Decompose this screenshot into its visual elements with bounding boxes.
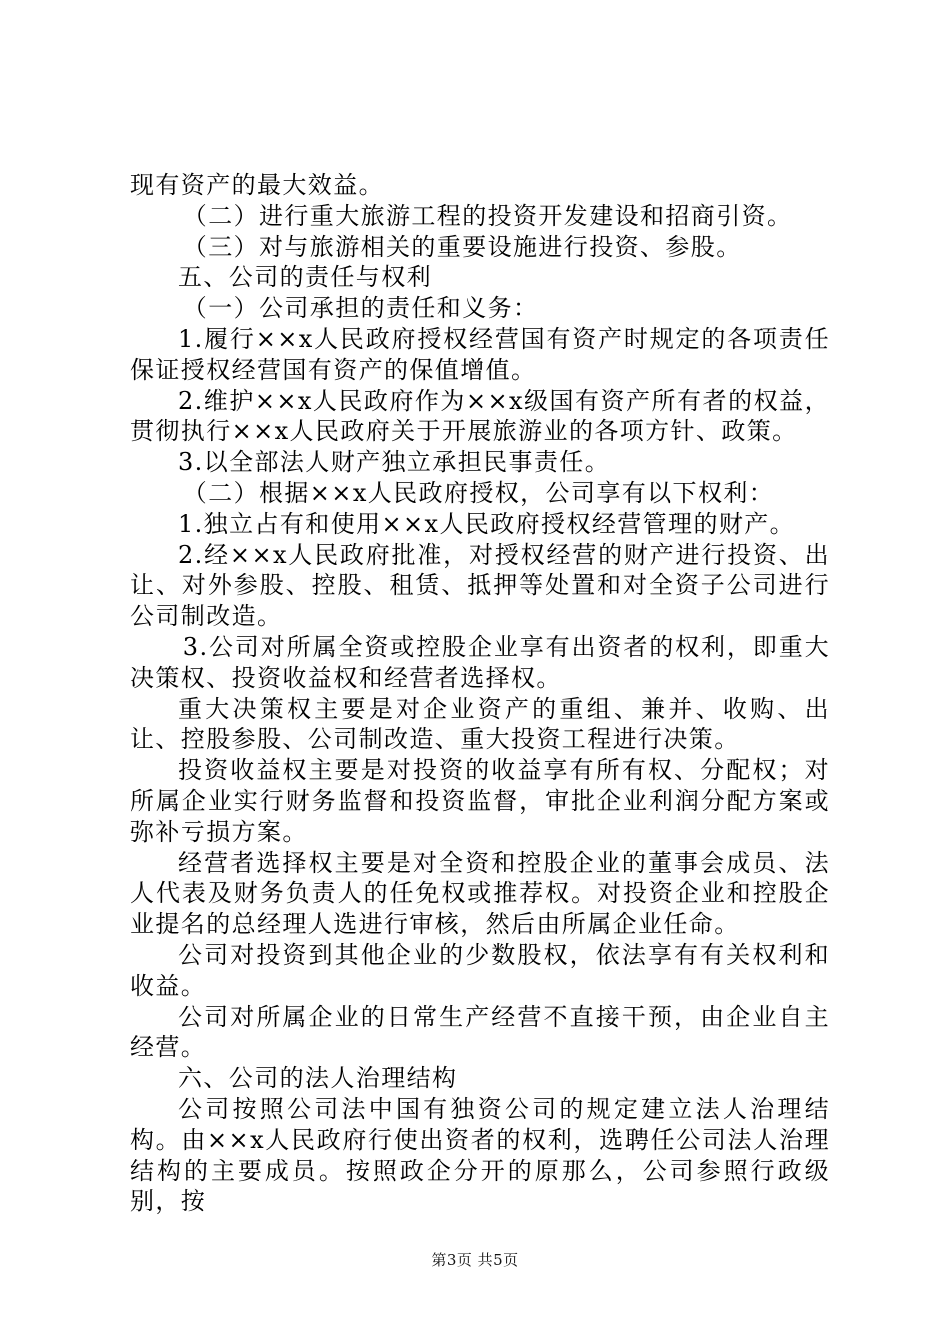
paragraph-minority-equity: 公司对投资到其他企业的少数股权，依法享有有关权利和收益。 <box>130 940 830 1000</box>
paragraph-right-3: 3.公司对所属全资或控股企业享有出资者的权利，即重大决策权、投资收益权和经营者选择权。 <box>130 632 830 692</box>
section-heading-6: 六、公司的法人治理结构 <box>178 1064 458 1093</box>
paragraph-no-interference: 公司对所属企业的日常生产经营不直接干预，由企业自主经营。 <box>130 1002 830 1062</box>
paragraph-governance: 公司按照公司法中国有独资公司的规定建立法人治理结构。由××x人民政府行使出资者的权利，选聘任公司法人治理结构的主要成员。按照政企分开的原那么，公司参照行政级别，按 <box>130 1094 830 1216</box>
document-body <box>130 170 830 1217</box>
subsection-heading-1: （一）公司承担的责任和义务： <box>182 294 539 323</box>
paragraph-duty-3: 3.以全部法人财产独立承担民事责任。 <box>178 448 611 477</box>
paragraph-continuation: 现有资产的最大效益。 <box>130 171 384 199</box>
paragraph-duty-1: 1.履行××x人民政府授权经营国有资产时规定的各项责任保证授权经营国有资产的保值增值。 <box>130 324 830 384</box>
paragraph-duty-2: 2.维护××x人民政府作为××x级国有资产所有者的权益，贯彻执行××x人民政府关于开展旅游业的各项方针、政策。 <box>130 386 830 446</box>
paragraph-right-2: 2.经××x人民政府批准，对授权经营的财产进行投资、出让、对外参股、控股、租赁、抵押等处置和对全资子公司进行公司制改造。 <box>130 540 830 631</box>
paragraph-item-2: （二）进行重大旅游工程的投资开发建设和招商引资。 <box>182 201 793 230</box>
page-number-footer: 第3页 共5页 <box>431 1251 519 1269</box>
paragraph-income-right: 投资收益权主要是对投资的收益享有所有权、分配权；对所属企业实行财务监督和投资监督，审批企业利润分配方案或弥补亏损方案。 <box>130 756 830 846</box>
subsection-heading-2: （二）根据××x人民政府授权，公司享有以下权利： <box>182 478 775 507</box>
paragraph-item-3: （三）对与旅游相关的重要设施进行投资、参股。 <box>182 232 742 261</box>
paragraph-right-1: 1.独立占有和使用××x人民政府授权经营管理的财产。 <box>178 509 796 538</box>
section-heading-5: 五、公司的责任与权利 <box>178 263 432 292</box>
paragraph-selection-right: 经营者选择权主要是对全资和控股企业的董事会成员、法人代表及财务负责人的任免权或推荐权。对投资企业和控股企业提名的总经理人选进行审核，然后由所属企业任命。 <box>130 848 830 939</box>
paragraph-decision-right: 重大决策权主要是对企业资产的重组、兼并、收购、出让、控股参股、公司制改造、重大投资工程进行决策。 <box>130 694 830 754</box>
